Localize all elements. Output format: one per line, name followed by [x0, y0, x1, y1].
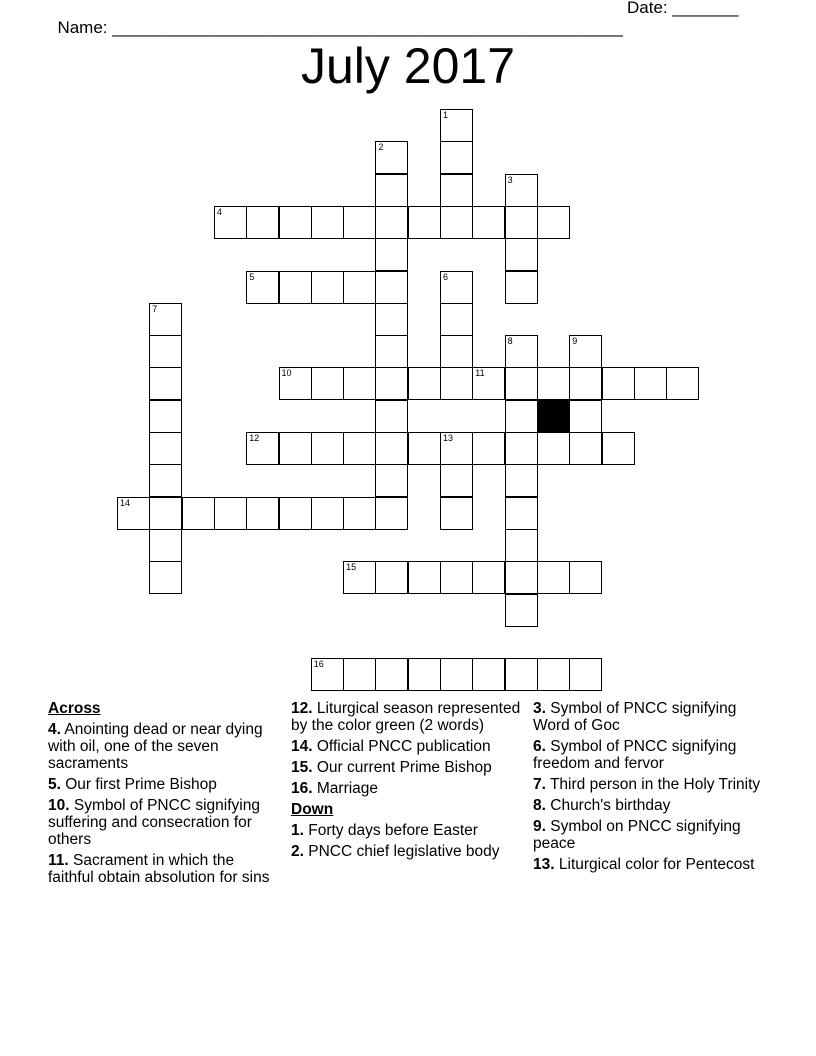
grid-cell[interactable]: [505, 174, 538, 207]
clue-text: Symbol of PNCC signifying Word of Goc: [533, 700, 737, 734]
clue-text: Marriage: [316, 780, 379, 797]
clue-down-6: [533, 738, 769, 772]
grid-cell[interactable]: [149, 464, 182, 497]
clue-text: Anointing dead or near dying with oil, one of the seven sacraments: [48, 721, 263, 772]
clue-across-11: [48, 852, 284, 886]
grid-cell[interactable]: [375, 335, 408, 368]
clue-down-7: [533, 776, 769, 793]
grid-cell[interactable]: [472, 561, 505, 594]
grid-cell[interactable]: [505, 497, 538, 530]
clue-text: Third person in the Holy Trinity: [549, 776, 761, 793]
grid-cell[interactable]: [440, 335, 473, 368]
clue-down-8: [533, 797, 769, 814]
grid-cell[interactable]: [343, 206, 376, 239]
grid-cell[interactable]: [537, 367, 570, 400]
clue-text: PNCC chief legislative body: [308, 843, 500, 860]
clue-number: 11.: [48, 852, 69, 869]
clue-number: 14.: [291, 738, 313, 755]
grid-cell[interactable]: [279, 497, 312, 530]
across-heading: Across: [48, 700, 101, 717]
clue-across-5: [48, 776, 284, 793]
clue-text: Our first Prime Bishop: [65, 776, 217, 793]
grid-cell[interactable]: [505, 658, 538, 691]
cell-number: 1: [443, 110, 449, 120]
clue-across-12: [291, 700, 527, 734]
cell-number: 4: [216, 206, 222, 217]
grid-cell[interactable]: [149, 497, 182, 530]
grid-cell[interactable]: [246, 497, 279, 530]
grid-cell[interactable]: [311, 432, 344, 465]
grid-cell[interactable]: [375, 367, 408, 400]
clue-number: 13.: [533, 856, 555, 873]
grid-cell[interactable]: [569, 561, 602, 594]
grid-cell[interactable]: [440, 464, 473, 497]
grid-cell[interactable]: [505, 335, 538, 368]
cell-number: 16: [313, 659, 324, 670]
grid-cell[interactable]: [343, 561, 376, 594]
grid-cell[interactable]: [149, 303, 182, 336]
grid-cell[interactable]: [246, 432, 279, 465]
grid-cell[interactable]: [505, 432, 538, 465]
grid-cell[interactable]: [343, 271, 376, 304]
grid-cell[interactable]: [279, 367, 312, 400]
grid-cell[interactable]: [440, 561, 473, 594]
grid-cell[interactable]: [343, 497, 376, 530]
grid-cell[interactable]: [375, 271, 408, 304]
cell-number: 12: [249, 433, 260, 443]
clue-across-14: [291, 738, 527, 755]
grid-cell[interactable]: [311, 658, 344, 691]
grid-cell[interactable]: [279, 432, 312, 465]
grid-cell[interactable]: [375, 464, 408, 497]
grid-cell[interactable]: [279, 271, 312, 304]
clue-across-15: [291, 759, 527, 776]
clue-number: 3.: [533, 700, 546, 717]
grid-cell[interactable]: [117, 497, 150, 530]
grid-cell[interactable]: [149, 432, 182, 465]
grid-cell[interactable]: [279, 206, 312, 239]
cell-number: 5: [249, 271, 255, 282]
clue-text: Forty days before Easter: [308, 822, 478, 839]
cell-number: 15: [346, 562, 357, 573]
cell-number: 2: [378, 142, 384, 153]
grid-cell[interactable]: [182, 497, 215, 530]
grid-cell[interactable]: [505, 271, 538, 304]
black-cell: [537, 400, 570, 433]
grid-cell[interactable]: [602, 432, 635, 465]
clue-down-9: [533, 818, 769, 852]
grid-cell[interactable]: [505, 594, 538, 627]
grid-cell[interactable]: [246, 206, 279, 239]
grid-cell[interactable]: [149, 335, 182, 368]
clues-column-2: [291, 700, 527, 864]
grid-cell[interactable]: [375, 238, 408, 271]
grid-cell[interactable]: [440, 174, 473, 207]
grid-cell[interactable]: [505, 529, 538, 562]
clue-text: Symbol of PNCC signifying freedom and fervor: [533, 738, 737, 772]
grid-cell[interactable]: [343, 432, 376, 465]
grid-cell[interactable]: [246, 271, 279, 304]
grid-cell[interactable]: [569, 335, 602, 368]
clue-number: 8.: [533, 797, 546, 814]
down-heading: Down: [291, 801, 334, 818]
grid-cell[interactable]: [149, 400, 182, 433]
grid-cell[interactable]: [375, 658, 408, 691]
clue-text: Liturgical season represented by the color green (2 words): [291, 700, 521, 734]
clue-down-3: [533, 700, 769, 734]
clue-text: Our current Prime Bishop: [316, 759, 492, 776]
grid-cell[interactable]: [440, 141, 473, 174]
grid-cell[interactable]: [537, 561, 570, 594]
clue-number: 7.: [533, 776, 546, 793]
clue-down-1: [291, 822, 527, 839]
grid-cell[interactable]: [472, 367, 505, 400]
grid-cell[interactable]: [375, 206, 408, 239]
clue-text: Official PNCC publication: [316, 738, 491, 755]
grid-cell[interactable]: [149, 529, 182, 562]
grid-cell[interactable]: [149, 561, 182, 594]
grid-cell[interactable]: [375, 174, 408, 207]
cell-number: 9: [572, 336, 578, 347]
clue-text: Sacrament in which the faithful obtain absolution for sins: [48, 852, 270, 886]
clue-number: 2.: [291, 843, 304, 860]
page-title: July 2017: [300, 38, 516, 94]
grid-cell[interactable]: [537, 206, 570, 239]
grid-cell[interactable]: [666, 367, 699, 400]
clue-text: Liturgical color for Pentecost: [558, 856, 755, 873]
grid-cell[interactable]: [505, 367, 538, 400]
clue-number: 16.: [291, 780, 313, 797]
grid-cell[interactable]: [408, 658, 441, 691]
grid-cell[interactable]: [375, 497, 408, 530]
cell-number: 13: [443, 433, 454, 443]
grid-cell[interactable]: [569, 367, 602, 400]
grid-cell[interactable]: [505, 206, 538, 239]
grid-cell[interactable]: [505, 464, 538, 497]
grid-cell[interactable]: [440, 367, 473, 400]
grid-cell[interactable]: [375, 432, 408, 465]
grid-cell[interactable]: [440, 206, 473, 239]
clue-down-13: [533, 856, 769, 873]
grid-cell[interactable]: [440, 271, 473, 304]
date-field-label[interactable]: Date: _______: [627, 0, 739, 17]
clue-number: 10.: [48, 797, 70, 814]
grid-cell[interactable]: [408, 432, 441, 465]
grid-cell[interactable]: [440, 658, 473, 691]
grid-cell[interactable]: [408, 206, 441, 239]
clue-down-2: [291, 843, 527, 860]
grid-cell[interactable]: [343, 658, 376, 691]
grid-cell[interactable]: [472, 658, 505, 691]
grid-cell[interactable]: [375, 303, 408, 336]
clue-number: 9.: [533, 818, 546, 835]
clue-across-10: [48, 797, 284, 848]
clue-number: 12.: [291, 700, 313, 717]
grid-cell[interactable]: [408, 367, 441, 400]
clues-column-1: [48, 700, 284, 890]
clue-text: Symbol on PNCC signifying peace: [533, 818, 741, 852]
clue-number: 6.: [533, 738, 546, 755]
grid-cell[interactable]: [440, 432, 473, 465]
grid-cell[interactable]: [569, 400, 602, 433]
name-field-label[interactable]: Name: ______________________________________________________: [57, 18, 623, 37]
grid-cell[interactable]: [149, 367, 182, 400]
grid-cell[interactable]: [440, 303, 473, 336]
cell-number: 7: [152, 303, 158, 314]
clue-text: Symbol of PNCC signifying suffering and consecration for others: [48, 797, 260, 848]
grid-cell[interactable]: [311, 271, 344, 304]
grid-cell[interactable]: [214, 497, 247, 530]
grid-cell[interactable]: [408, 561, 441, 594]
grid-cell[interactable]: [569, 658, 602, 691]
grid-cell[interactable]: [505, 400, 538, 433]
grid-cell[interactable]: [375, 561, 408, 594]
grid-cell[interactable]: [375, 400, 408, 433]
cell-number: 11: [475, 368, 485, 379]
grid-cell[interactable]: [343, 367, 376, 400]
cell-number: 8: [507, 336, 513, 347]
clue-number: 4.: [48, 721, 61, 738]
grid-cell[interactable]: [311, 497, 344, 530]
clue-number: 5.: [48, 776, 61, 793]
grid-cell[interactable]: [311, 367, 344, 400]
grid-cell[interactable]: [505, 561, 538, 594]
grid-cell[interactable]: [472, 432, 505, 465]
clues-column-3: [533, 700, 769, 877]
grid-cell[interactable]: [505, 238, 538, 271]
clue-text: Church's birthday: [550, 797, 671, 814]
clue-across-4: [48, 721, 284, 772]
grid-cell[interactable]: [569, 432, 602, 465]
clue-across-16: [291, 780, 527, 797]
cell-number: 14: [120, 497, 131, 508]
cell-number: 6: [443, 271, 449, 282]
grid-cell[interactable]: [634, 367, 667, 400]
clue-number: 1.: [291, 822, 304, 839]
grid-cell[interactable]: [472, 206, 505, 239]
grid-cell[interactable]: [537, 432, 570, 465]
grid-cell[interactable]: [375, 141, 408, 174]
cell-number: 10: [281, 368, 292, 379]
grid-cell[interactable]: [214, 206, 247, 239]
cell-number: 3: [507, 174, 513, 185]
grid-cell[interactable]: [537, 658, 570, 691]
clue-number: 15.: [291, 759, 313, 776]
grid-cell[interactable]: [602, 367, 635, 400]
grid-cell[interactable]: [440, 497, 473, 530]
grid-cell[interactable]: [440, 109, 473, 142]
grid-cell[interactable]: [311, 206, 344, 239]
